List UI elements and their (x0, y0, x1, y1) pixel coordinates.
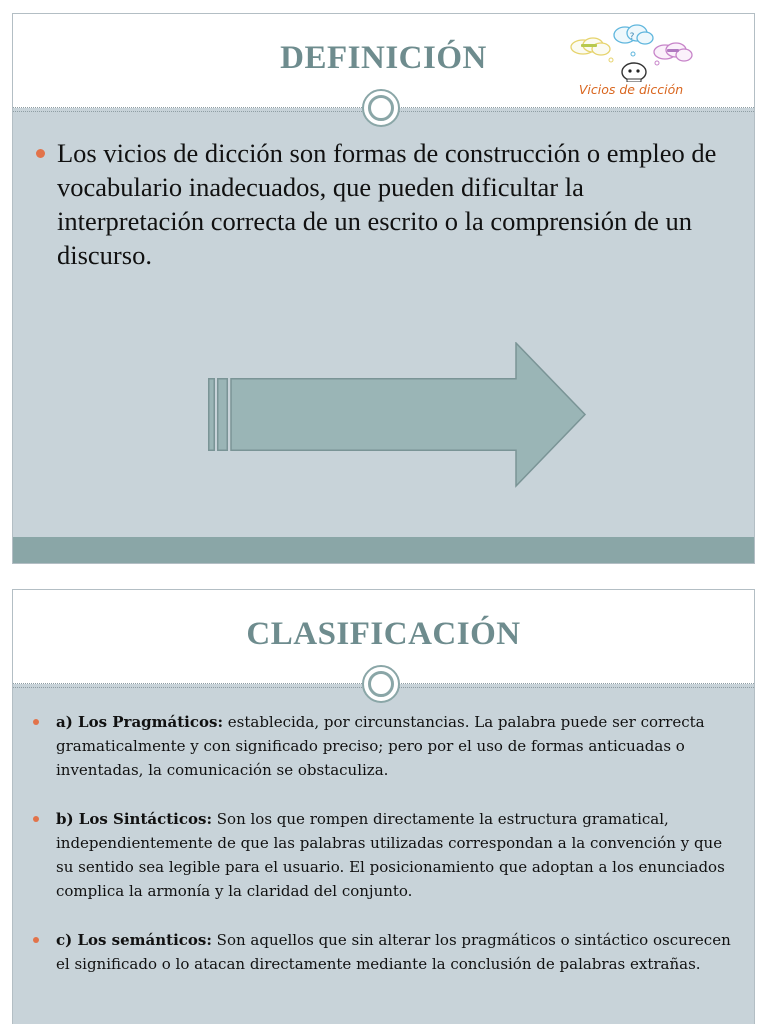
term-label: b) Los Sintácticos: (56, 810, 212, 828)
bottom-band (13, 537, 754, 563)
classification-list (31, 710, 743, 976)
term-description: establecida, por circunstancias. La palabra puede ser correcta gramaticalmente y con significado preciso; pero por el uso de formas anticuadas o inventadas, la comunicación se obstaculiza. (56, 713, 705, 779)
svg-text:?: ? (629, 32, 635, 42)
right-arrow-icon (208, 342, 588, 488)
slide-title: DEFINICIÓN (280, 40, 487, 76)
logo (561, 20, 701, 104)
list-item (31, 807, 743, 903)
double-ring-icon (362, 665, 400, 703)
slide-title: CLASIFICACIÓN (246, 616, 521, 652)
list-item (31, 928, 743, 976)
term-label: a) Los Pragmáticos: (56, 713, 223, 731)
bullet-dot (36, 149, 45, 158)
term-description: Son aquellos que sin alterar los pragmáticos o sintáctico oscurecen el significado o lo atacan directamente mediante la conclusión de palabras extrañas. (56, 931, 731, 973)
term-description: Son los que rompen directamente la estructura gramatical, independientemente de que las palabras utilizadas correspondan a la convención y que su sentido sea legible para el usuario. El posicionamiento que adoptan a los enunciados complica la armonía y la claridad del conjunto. (56, 810, 725, 900)
list-item (31, 710, 743, 782)
definition-text: Los vicios de dicción son formas de construcción o empleo de vocabulario inadecuados, que pueden dificultar la interpretación correcta de un escrito o la comprensión de un discurso. (57, 138, 717, 270)
bullet-dot (33, 937, 39, 943)
term-label: c) Los semánticos: (56, 931, 212, 949)
list-item (35, 136, 735, 272)
bullet-dot (33, 816, 39, 822)
bullet-dot (33, 719, 39, 725)
double-ring-icon (362, 89, 400, 127)
logo-text: Vicios de dicción (578, 82, 684, 97)
definition-list (35, 136, 735, 272)
thought-clouds-mascot-icon (561, 20, 701, 82)
slide-definicion (12, 13, 755, 564)
slide-clasificacion (12, 589, 755, 1024)
